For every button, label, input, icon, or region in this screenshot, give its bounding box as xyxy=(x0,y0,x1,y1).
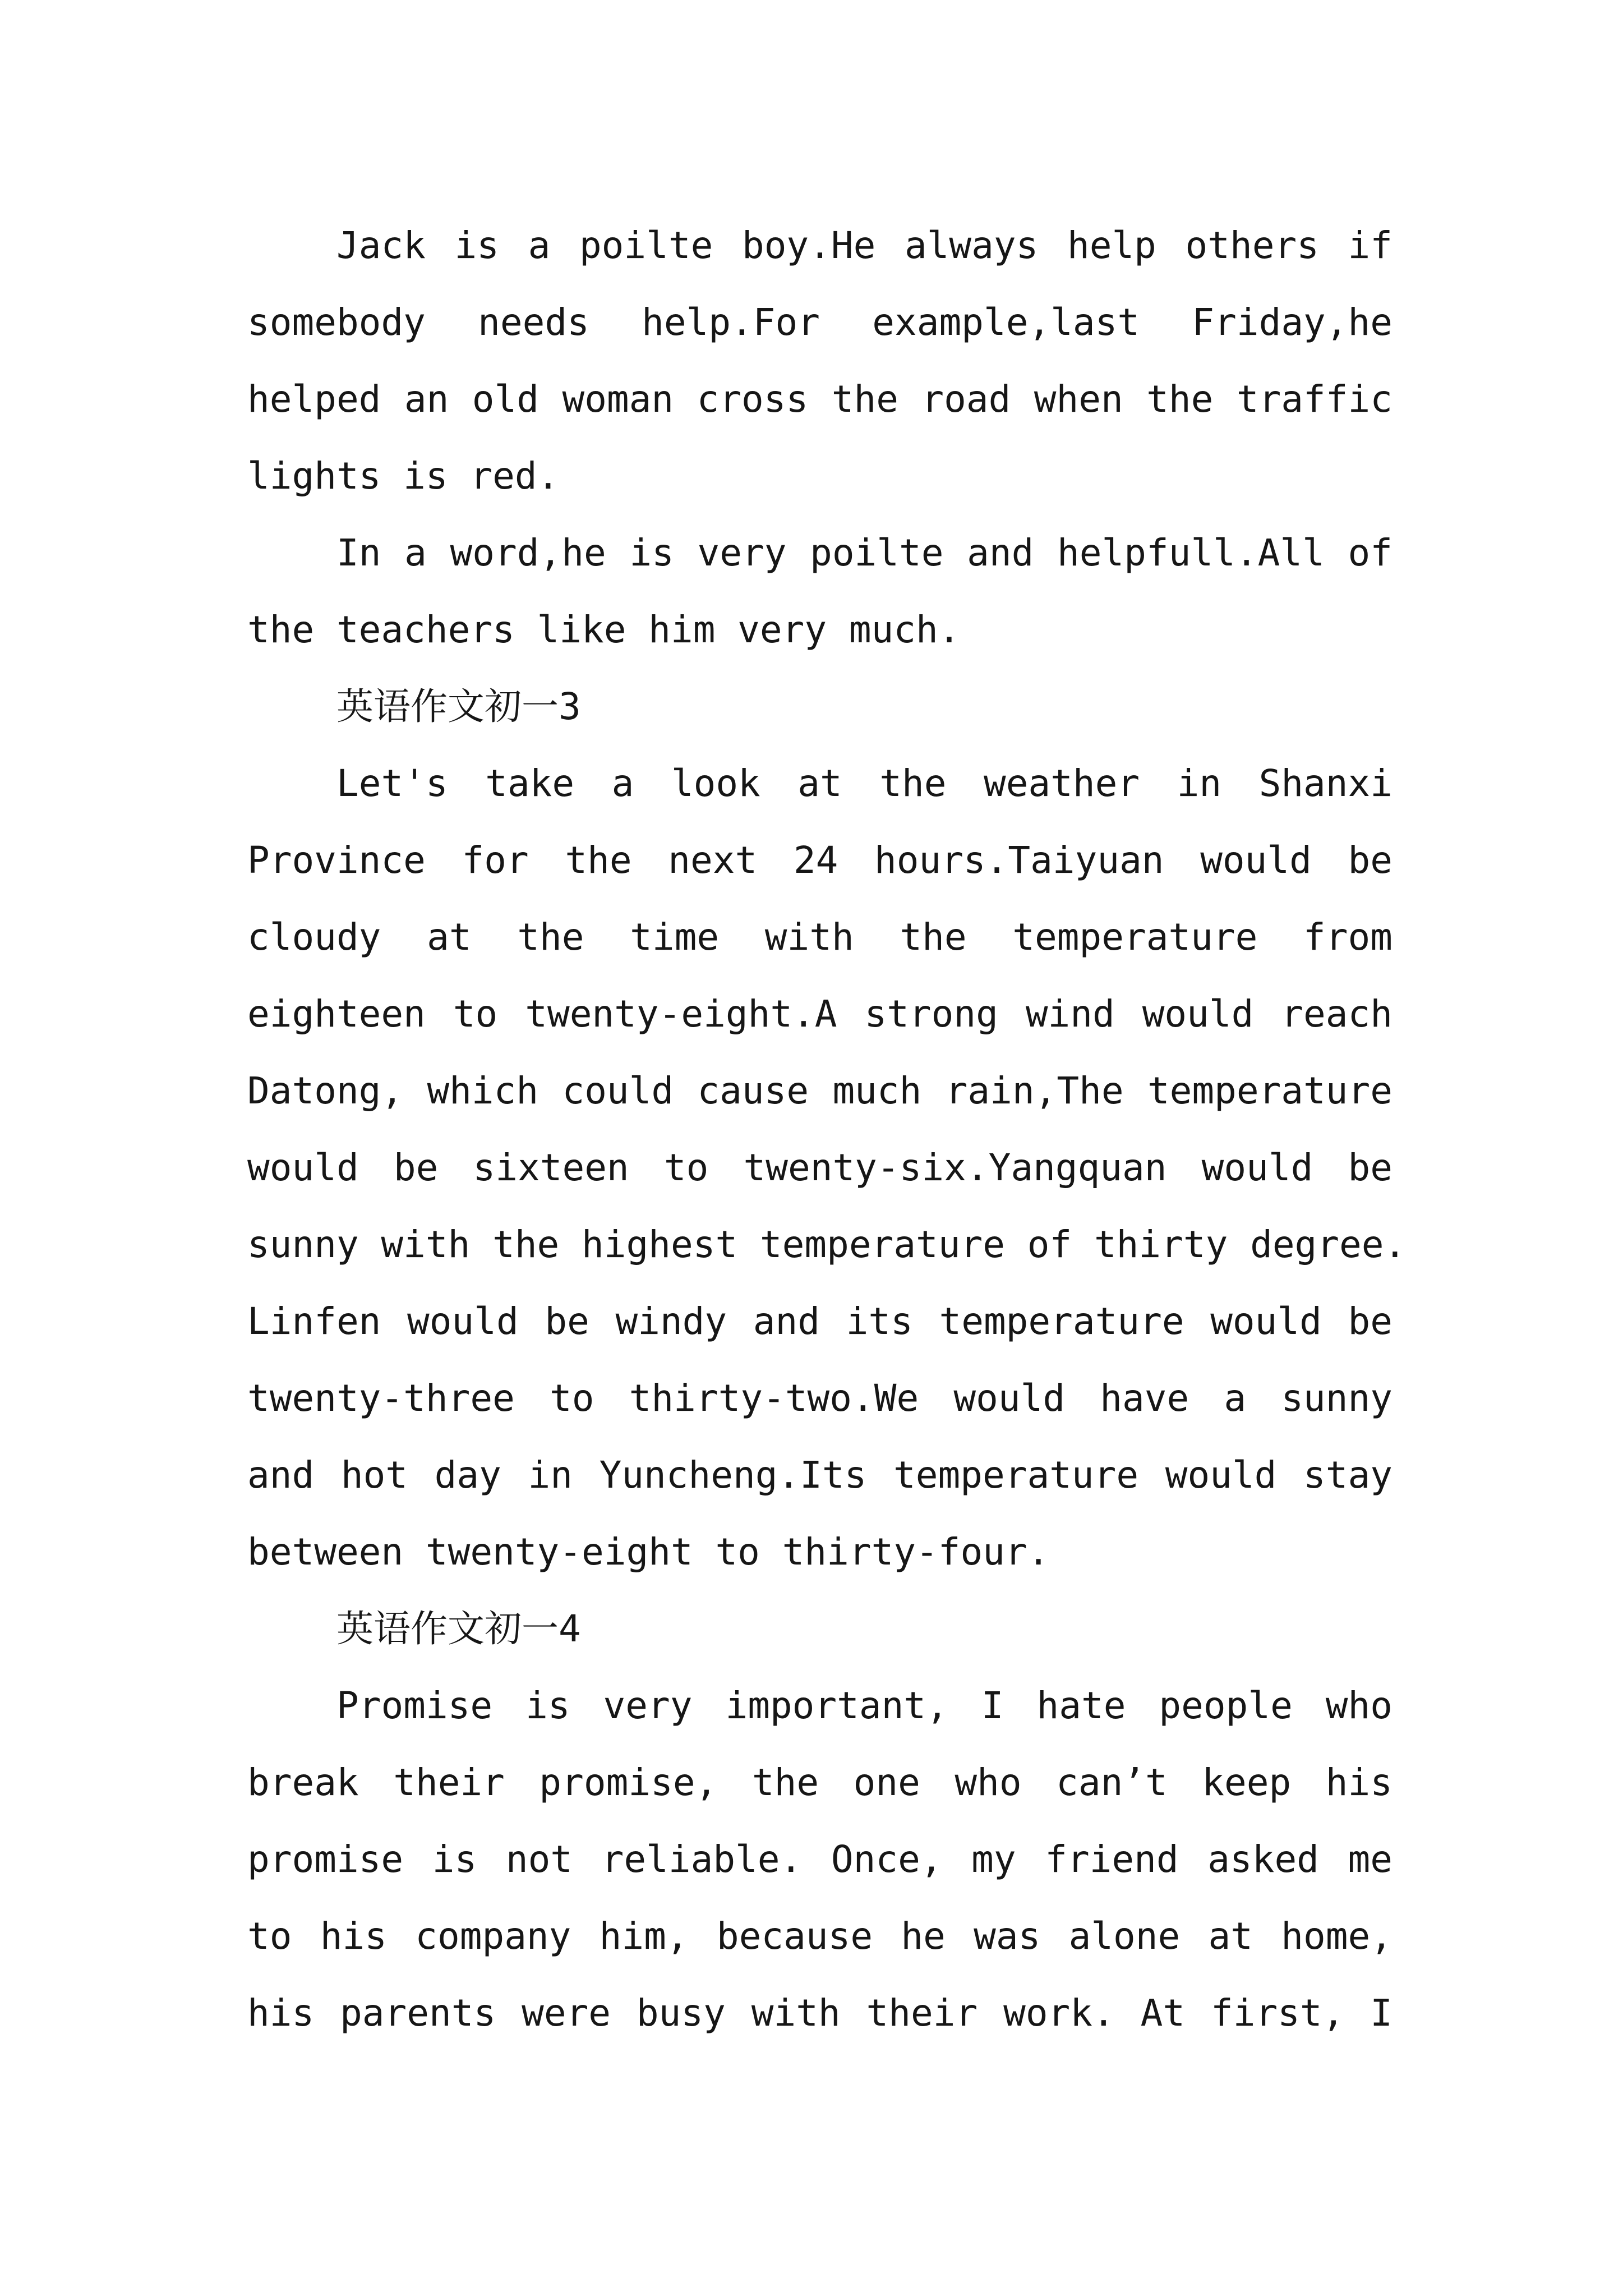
text-line: the teachers like him very much. xyxy=(247,608,961,651)
text-line: sunny with the highest temperature of thirty degree. xyxy=(247,1223,1407,1266)
text-line: Linfen would be windy and its temperature would be xyxy=(247,1300,1393,1343)
text-line: would be sixteen to twenty-six.Yangquan would be xyxy=(247,1146,1393,1189)
text-line: eighteen to twenty-eight.A strong wind would reach xyxy=(247,992,1393,1036)
text-line: and hot day in Yuncheng.Its temperature would stay xyxy=(247,1453,1393,1497)
text-line: promise is not reliable. Once, my friend asked me xyxy=(247,1838,1393,1881)
text-line: cloudy at the time with the temperature from xyxy=(247,915,1393,959)
text-line: to his company him, because he was alone at home, xyxy=(247,1915,1393,1958)
section-heading: 英语作文初一3 xyxy=(336,685,581,728)
text-line: helped an old woman cross the road when the traffic xyxy=(247,378,1393,421)
text-line: Datong, which could cause much rain,The temperature xyxy=(247,1069,1393,1112)
text-line: Jack is a poilte boy.He always help others if xyxy=(336,224,1393,267)
section-heading: 英语作文初一4 xyxy=(336,1607,581,1650)
text-line: Let's take a look at the weather in Shanxi xyxy=(336,762,1393,805)
text-line: somebody needs help.For example,last Friday,he xyxy=(247,301,1393,344)
text-line: Promise is very important, I hate people who xyxy=(336,1684,1393,1727)
text-line: twenty-three to thirty-two.We would have a sunny xyxy=(247,1377,1393,1420)
text-line: between twenty-eight to thirty-four. xyxy=(247,1530,1050,1573)
text-line: In a word,he is very poilte and helpfull.All of xyxy=(336,531,1393,574)
text-line: break their promise, the one who can’t keep his xyxy=(247,1761,1393,1804)
text-line: his parents were busy with their work. At first, I xyxy=(247,1991,1393,2035)
text-line: Province for the next 24 hours.Taiyuan would be xyxy=(247,839,1393,882)
text-line: lights is red. xyxy=(247,454,560,498)
